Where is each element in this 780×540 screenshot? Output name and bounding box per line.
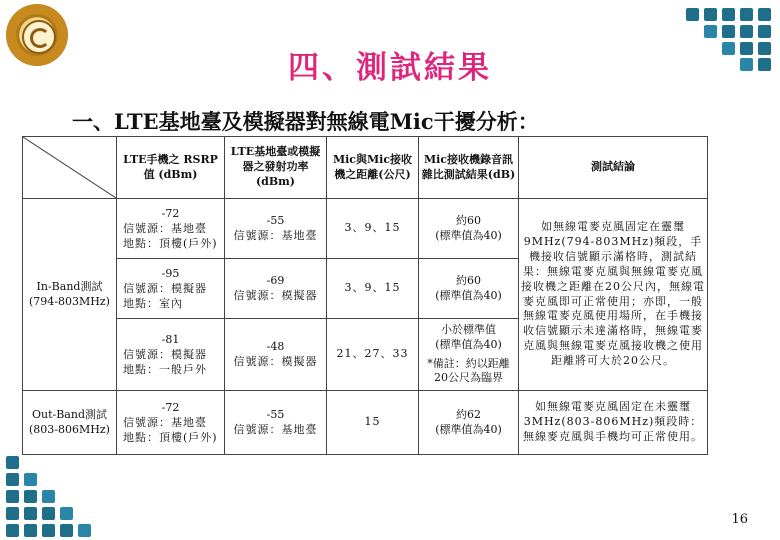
audio-value: 約62 [456, 407, 481, 421]
header-rsrp: LTE手機之 RSRP值 (dBm) [117, 137, 225, 199]
audio-cell [419, 391, 519, 455]
rsrp-source: 信號源：模擬器 [123, 348, 207, 362]
audio-standard: (標準值為40) [435, 288, 502, 302]
rsrp-value: -72 [161, 401, 180, 415]
rsrp-value: -81 [161, 333, 180, 347]
power-value: -55 [266, 213, 285, 227]
conclusion-in-band: 如無線電麥克風固定在靈璽9MHz(794-803MHz)頻段，手機接收信號顯示滿格時，測試結果：無線電麥克風與無線電麥克風接收機之距離在20公尺內，無線電麥克風即可正常使用；亦即，一般無線電麥克風使用場所，在手機接收信號顯示未達滿格時，無線電麥克風與無線電麥克風接收機之使用距離將可大於20公尺。 [519, 199, 708, 391]
power-value: -48 [266, 339, 285, 353]
audio-value: 約60 [456, 273, 481, 287]
rsrp-value: -95 [161, 267, 180, 281]
power-cell [225, 259, 327, 319]
power-source: 信號源：基地臺 [233, 228, 318, 242]
header-power: LTE基地臺或模擬器之發射功率(dBm) [225, 137, 327, 199]
table-header-row [23, 137, 708, 199]
rsrp-source: 信號源：基地臺 [123, 416, 207, 430]
power-source: 信號源：模擬器 [233, 354, 318, 368]
power-cell [225, 199, 327, 259]
audio-cell [419, 259, 519, 319]
header-conclusion: 測試結論 [519, 137, 708, 199]
rsrp-location: 地點：室內 [123, 296, 183, 310]
out-band-label: Out-Band測試 (803-806MHz) [23, 391, 117, 455]
distance-cell: 15 [327, 391, 419, 455]
table-row [23, 199, 708, 259]
header-audio: Mic接收機錄音訊雜比測試結果(dB) [419, 137, 519, 199]
power-cell [225, 391, 327, 455]
rsrp-source: 信號源：模擬器 [123, 282, 207, 296]
power-value: -69 [266, 273, 285, 287]
table-row [23, 391, 708, 455]
audio-standard: (標準值為40) [435, 337, 502, 351]
conclusion-out-band: 如無線電麥克風固定在未靈璽3MHz(803-806MHz)頻段時：無線麥克風與手機均可正常使用。 [519, 391, 708, 455]
distance-cell: 3、9、15 [327, 259, 419, 319]
power-value: -55 [266, 407, 285, 421]
rsrp-cell [117, 319, 225, 391]
test-results-table [22, 136, 708, 455]
page-number: 16 [731, 512, 748, 527]
rsrp-location: 地點：頂樓(戶外) [123, 430, 218, 444]
audio-standard: (標準值為40) [435, 228, 502, 242]
in-band-label: In-Band測試 (794-803MHz) [23, 199, 117, 391]
rsrp-location: 地點：頂樓(戶外) [123, 236, 218, 250]
rsrp-location: 地點：一般戶外 [123, 362, 207, 376]
distance-cell: 21、27、33 [327, 319, 419, 391]
rsrp-value: -72 [161, 207, 180, 221]
power-cell [225, 319, 327, 391]
power-source: 信號源：模擬器 [233, 288, 318, 302]
diagonal-header-cell [23, 137, 117, 199]
audio-cell [419, 319, 519, 391]
decorative-grid-bottom-left [6, 456, 92, 538]
rsrp-cell [117, 391, 225, 455]
header-distance: Mic與Mic接收機之距離(公尺) [327, 137, 419, 199]
audio-cell [419, 199, 519, 259]
distance-cell: 3、9、15 [327, 199, 419, 259]
audio-standard: (標準值為40) [435, 422, 502, 436]
slide-title: 四、測試結果 [288, 50, 492, 86]
audio-value: 小於標準值 [441, 322, 496, 336]
power-source: 信號源：基地臺 [233, 422, 318, 436]
audio-value: 約60 [456, 213, 481, 227]
rsrp-cell [117, 259, 225, 319]
slide-subtitle: 一、LTE基地臺及模擬器對無線電Mic干擾分析： [72, 109, 539, 134]
rsrp-cell [117, 199, 225, 259]
audio-note: *備註：約以距離20公尺為臨界 [427, 356, 510, 385]
rsrp-source: 信號源：基地臺 [123, 222, 207, 236]
